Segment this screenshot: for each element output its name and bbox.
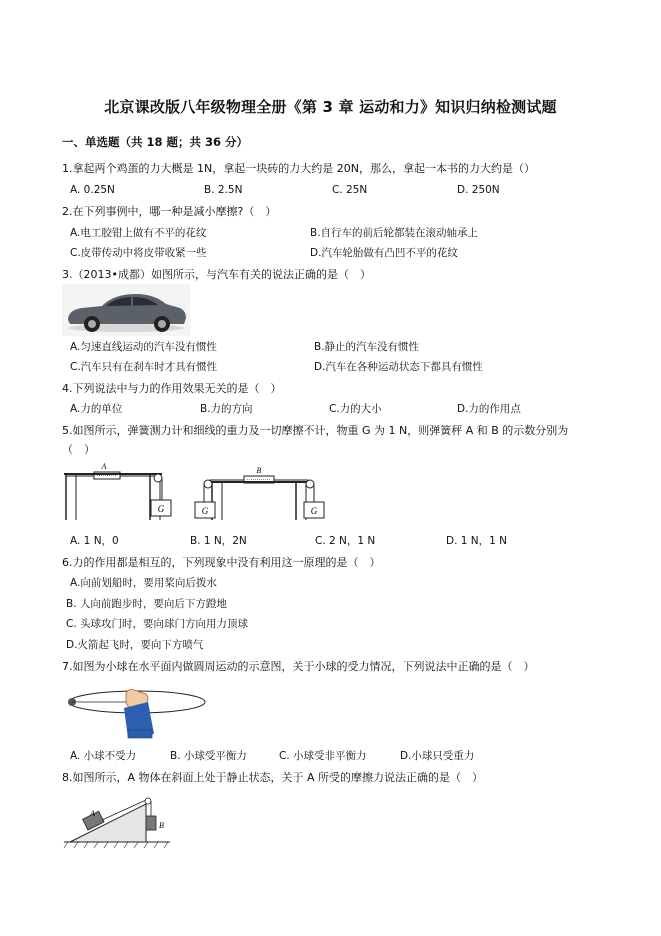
weight-label-g: G [157,504,165,514]
block-label-a: A [90,809,95,818]
q6-option-b: B. 人向前跑步时，要向后下方蹬地 [66,598,227,610]
scale-label-b: B [256,466,262,475]
question-3-stem: 3.（2013•成都）如图所示，与汽车有关的说法正确的是（ ） [62,268,371,281]
q1-option-a: A. 0.25N [70,184,115,196]
car-figure [62,284,190,336]
circular-motion-figure [62,682,212,740]
q6-option-a: A.向前划船时，要用桨向后拨水 [70,577,217,589]
q5-option-b: B. 1 N，2N [190,535,247,547]
q6-option-d: D.火箭起飞时，要向下方喷气 [66,639,204,651]
question-5-stem-cont: （ ） [62,443,95,456]
spring-scale-figure-b [192,462,332,522]
q2-option-c: C.皮带传动中将皮带收紧一些 [70,247,207,259]
q4-option-a: A.力的单位 [70,403,123,415]
question-7-stem: 7.如图为小球在水平面内做圆周运动的示意图，关于小球的受力情况，下列说法中正确的是（ ） [62,660,535,673]
question-2-stem: 2.在下列事例中，哪一种是减小摩擦?（ ） [62,205,277,218]
q4-option-d: D.力的作用点 [457,403,521,415]
question-6-stem: 6.力的作用都是相互的，下列现象中没有利用这一原理的是（ ） [62,556,381,569]
q7-option-b: B. 小球受平衡力 [170,750,247,762]
q7-option-c: C. 小球受非平衡力 [279,750,367,762]
q6-option-c: C. 头球攻门时，要向球门方向用力顶球 [66,618,249,630]
block-label-b: B [159,821,164,830]
q7-option-d: D.小球只受重力 [400,750,475,762]
question-1-stem: 1.拿起两个鸡蛋的力大概是 1N，拿起一块砖的力大约是 20N，那么，拿起一本书的力大约是（） [62,162,535,175]
q5-option-a: A. 1 N，0 [70,535,119,547]
question-8-stem: 8.如图所示，A 物体在斜面上处于静止状态，关于 A 所受的摩擦力说法正确的是（ ） [62,771,484,784]
q5-option-c: C. 2 N，1 N [315,535,376,547]
q3-option-a: A.匀速直线运动的汽车没有惯性 [70,341,217,353]
q3-option-c: C.汽车只有在刹车时才具有惯性 [70,361,218,373]
q1-option-c: C. 25N [332,184,368,196]
weight-label-g-left: G [201,506,209,516]
question-5-stem: 5.如图所示，弹簧测力计和细线的重力及一切摩擦不计，物重 G 为 1 N，则弹簧秤 A 和 B 的示数分别为 [62,424,569,437]
question-4-stem: 4.下列说法中与力的作用效果无关的是（ ） [62,382,282,395]
q5-option-d: D. 1 N，1 N [446,535,508,547]
q1-option-b: B. 2.5N [204,184,243,196]
incline-figure [62,792,174,850]
q2-option-a: A.电工胶钳上做有不平的花纹 [70,227,207,239]
q3-option-d: D.汽车在各种运动状态下都具有惯性 [314,361,483,373]
q1-option-d: D. 250N [457,184,500,196]
q2-option-d: D.汽车轮胎做有凸凹不平的花纹 [310,247,458,259]
section-heading: 一、单选题（共 18 题；共 36 分） [62,135,249,149]
q4-option-c: C.力的大小 [329,403,382,415]
weight-label-g-right: G [310,506,318,516]
q3-option-b: B.静止的汽车没有惯性 [314,341,420,353]
q4-option-b: B.力的方向 [200,403,253,415]
page-title: 北京课改版八年级物理全册《第 3 章 运动和力》知识归纳检测试题 [104,98,557,116]
q7-option-a: A. 小球不受力 [70,750,137,762]
spring-scale-figure-a [62,462,192,522]
scale-label-a: A [101,462,107,471]
q2-option-b: B.自行车的前后轮都装在滚动轴承上 [310,227,479,239]
